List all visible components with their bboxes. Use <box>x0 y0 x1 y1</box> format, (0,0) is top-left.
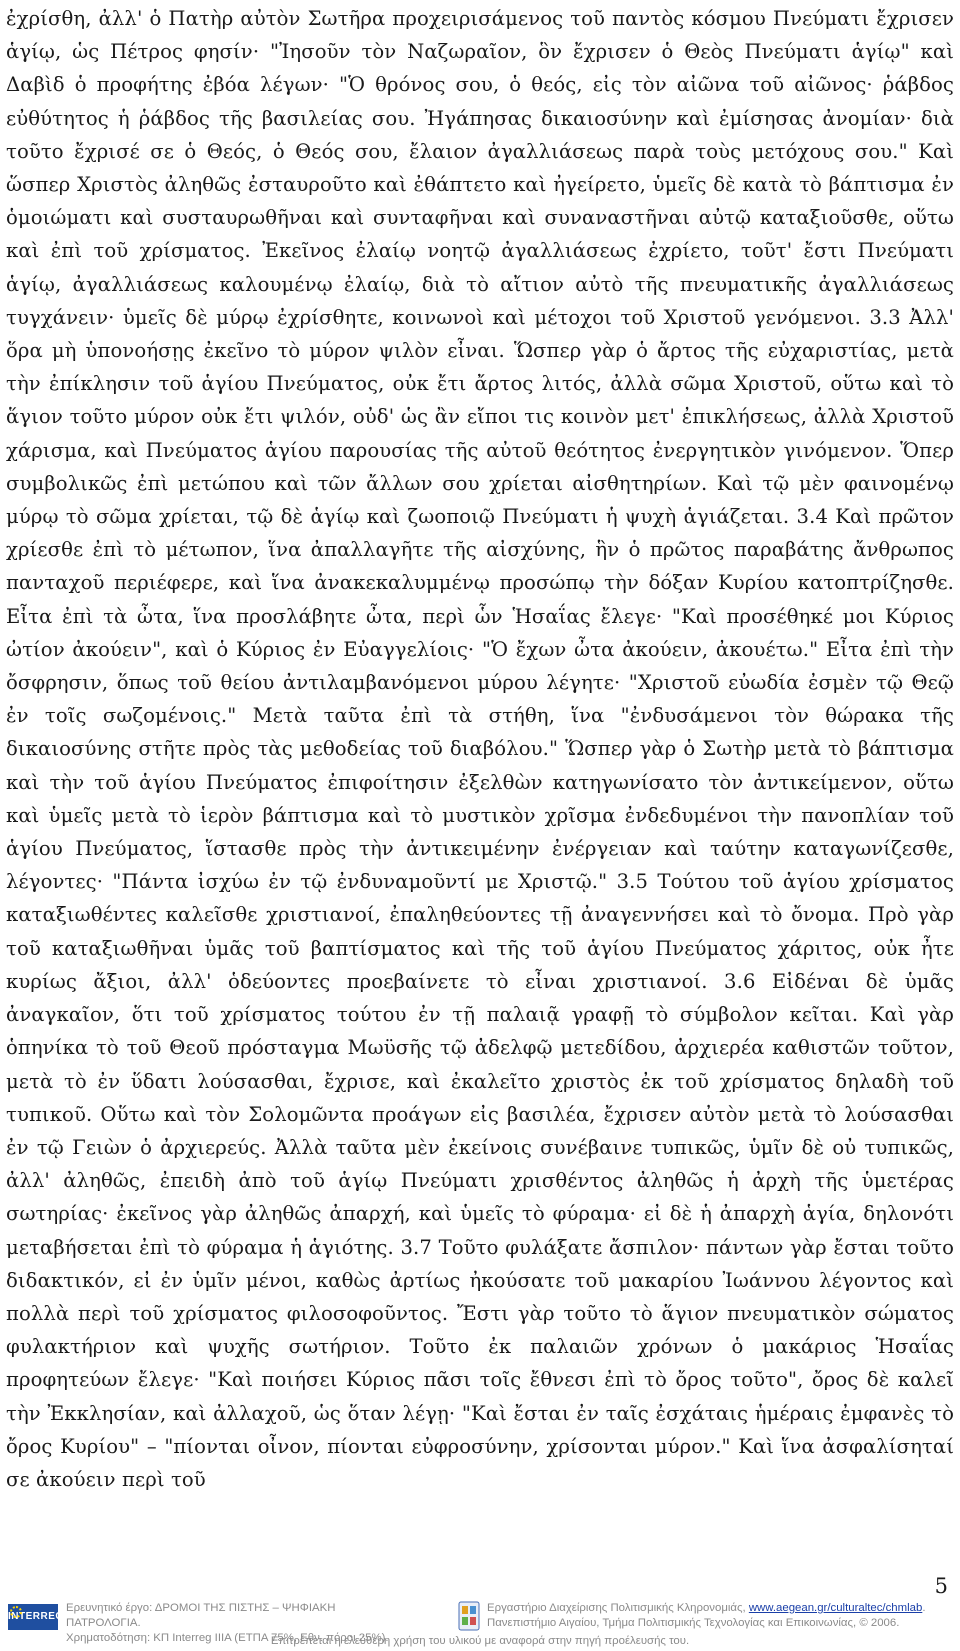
funding-line: Χρηματοδότηση: ΚΠ Interreg IIIA (ΕΤΠΑ 75%, Εθν. πόροι 25%). <box>66 1632 389 1644</box>
rights-line: Επιτρέπεται η ελεύθερη χρήση του υλικού με αναφορά στην πηγή προέλευσής του. <box>270 1635 690 1647</box>
page-number: 5 <box>934 1574 948 1598</box>
university-crest-icon <box>458 1601 480 1631</box>
university-line: Πανεπιστήμιο Αιγαίου, Τμήμα Πολιτισμικής Τεχνολογίας και Επικοινωνίας, © 2006. <box>487 1617 900 1629</box>
interreg-logo-text: INTERREG <box>8 1611 64 1622</box>
body-text: ἐχρίσθη, ἀλλ' ὁ Πατὴρ αὐτὸν Σωτῆρα προχειρισάμενος τοῦ παντὸς κόσμου Πνεύματι ἔχρισεν ἁγίῳ, ὡς Πέτρος φησίν· "Ἰησοῦν τὸν Ναζωραῖον, ὃν ἔχρισεν ὁ Θεὸς Πνεύματι ἁγίῳ" καὶ Δαβὶδ ὁ προφήτης ἐβόα λέγων· "Ὁ θρόνος σου, ὁ θεός, εἰς τὸν αἰῶνα τοῦ αἰῶνος· ῥάβδος εὐθύτητος ἡ ῥάβδος τῆς βασιλείας σου. Ἠγάπησας δικαιοσύνην καὶ ἐμίσησας ἀνομίαν· διὰ τοῦτο ἔχρισέ σε ὁ Θεός, ὁ Θεός σου, ἔλαιον ἀγαλλιάσεως παρὰ τοὺς μετόχους σου." Καὶ ὥσπερ Χριστὸς ἀληθῶς ἐσταυροῦτο καὶ ἐθάπτετο καὶ ἠγείρετο, ὑμεῖς δὲ κατὰ τὸ βάπτισμα ἐν ὁμοιώματι καὶ συσταυρωθῆναι καὶ συνταφῆναι καὶ συναναστῆναι αὐτῷ καταξιοῦσθε, οὕτω καὶ ἐπὶ τοῦ χρίσματος. Ἐκεῖνος ἐλαίῳ νοητῷ ἀγαλλιάσεως ἐχρίετο, τοῦτ' ἔστι Πνεύματι ἁγίῳ, ἀγαλλιάσεως καλουμένῳ ἐλαίῳ, διὰ τὸ αἴτιον αὐτὸ τῆς πνευματικῆς ἀγαλλιάσεως τυγχάνειν· ὑμεῖς δὲ μύρῳ ἐχρίσθητε, κοινωνοὶ καὶ μέτοχοι τοῦ Χριστοῦ γενόμενοι. 3.3 Ἀλλ' ὅρα μὴ ὑπονοήσῃς ἐκεῖνο τὸ μύρον ψιλὸν εἶναι. Ὥσπερ γὰρ ὁ ἄρτος τῆς εὐχαριστίας, μετὰ τὴν ἐπίκλησιν τοῦ ἁγίου Πνεύματος, οὐκ ἔτι ἄρτος λιτός, ἀλλὰ σῶμα Χριστοῦ, οὕτω καὶ τὸ ἅγιον τοῦτο μύρον οὐκ ἔτι ψιλόν, οὐδ' ὡς ἂν εἴποι τις κοινὸν μετ' ἐπικλήσεως, ἀλλὰ Χριστοῦ χάρισμα, καὶ Πνεύματος ἁγίου παρουσίας τῆς αὐτοῦ θεότητος ἐνεργητικὸν γινόμενον. Ὅπερ συμβολικῶς ἐπὶ μετώπου καὶ τῶν ἄλλων σου χρίεται αἰσθητηρίων. Καὶ τῷ μὲν φαινομένῳ μύρῳ τὸ σῶμα χρίεται, τῷ δὲ ἁγίῳ καὶ ζωοποιῷ Πνεύματι ἡ ψυχὴ ἁγιάζεται. 3.4 Καὶ πρῶτον χρίεσθε ἐπὶ τὸ μέτωπον, ἵνα ἀπαλλαγῆτε τῆς αἰσχύνης, ἣν ὁ πρῶτος παραβάτης ἄνθρωπος πανταχοῦ περιέφερε, καὶ ἵνα ἀνακεκαλυμμένῳ προσώπῳ τὴν δόξαν Κυρίου κατοπτρίζησθε. Εἶτα ἐπὶ τὰ ὦτα, ἵνα προσλάβητε ὦτα, περὶ ὧν Ἡσαΐας ἔλεγε· "Καὶ προσέθηκέ μοι Κύριος ὠτίον ἀκούειν", καὶ ὁ Κύριος ἐν Εὐαγγελίοις· "Ὁ ἔχων ὦτα ἀκούειν, ἀκουέτω." Εἶτα ἐπὶ τὴν ὄσφρησιν, ὅπως τοῦ θείου ἀντιλαμβανόμενοι μύρου λέγητε· "Χριστοῦ εὐωδία ἐσμὲν τῷ Θεῷ ἐν τοῖς σωζομένοις." Μετὰ ταῦτα ἐπὶ τὰ στήθη, ἵνα "ἐνδυσάμενοι τὸν θώρακα τῆς δικαιοσύνης στῆτε πρὸς τὰς μεθοδείας τοῦ διαβόλου." Ὥσπερ γὰρ ὁ Σωτὴρ μετὰ τὸ βάπτισμα καὶ τὴν τοῦ ἁγίου Πνεύματος ἐπιφοίτησιν ἐξελθὼν κατηγωνίσατο τὸν ἀντικείμενον, οὕτω καὶ ὑμεῖς μετὰ τὸ ἱερὸν βάπτισμα καὶ τὸ μυστικὸν χρῖσμα ἐνδεδυμένοι τὴν πανοπλίαν τοῦ ἁγίου Πνεύματος, ἵστασθε πρὸς τὴν ἀντικειμένην ἐνέργειαν καὶ ταύτην καταγωνίζεσθε, λέγοντες· "Πάντα ἰσχύω ἐν τῷ ἐνδυναμοῦντί με Χριστῷ." 3.5 Τούτου τοῦ ἁγίου χρίσματος καταξιωθέντες καλεῖσθε χριστιανοί, ἐπαληθεύοντες τῇ ἀναγεννήσει καὶ τὸ ὄνομα. Πρὸ γὰρ τοῦ καταξιωθῆναι ὑμᾶς τοῦ βαπτίσματος καὶ τῆς τοῦ ἁγίου Πνεύματος χάριτος, οὐκ ἦτε κυρίως ἄξιοι, ἀλλ' ὁδεύοντες προεβαίνετε τὸ εἶναι χριστιανοί. 3.6 Εἰδέναι δὲ ὑμᾶς ἀναγκαῖον, ὅτι τοῦ χρίσματος τούτου ἐν τῇ παλαιᾷ γραφῇ τὸ σύμβολον κεῖται. Καὶ γὰρ ὁπηνίκα τὸ τοῦ Θεοῦ πρόσταγμα Μωϋσῆς τῷ ἀδελφῷ μετεδίδου, ἀρχιερέα καθιστῶν τοῦτον, μετὰ τὸ ἐν ὕδατι λούσασθαι, ἔχρισε, καὶ ἐκαλεῖτο χριστὸς ἐκ τοῦ χρίσματος δηλαδὴ τοῦ τυπικοῦ. Οὕτω καὶ τὸν Σολομῶντα προάγων εἰς βασιλέα, ἔχρισεν αὐτὸν μετὰ τὸ λούσασθαι ἐν τῷ Γειὼν ὁ ἀρχιερεύς. Ἀλλὰ ταῦτα μὲν ἐκείνοις συνέβαινε τυπικῶς, ὑμῖν δὲ οὐ τυπικῶς, ἀλλ' ἀληθῶς, ἐπειδὴ ἀπὸ τοῦ ἁγίῳ Πνεύματι χρισθέντος ἀληθῶς ἡ ἀρχὴ τῆς ὑμετέρας σωτηρίας· ἐκεῖνος γὰρ ἀληθῶς ἀπαρχή, καὶ ὑμεῖς τὸ φύραμα· εἰ δὲ ἡ ἀπαρχὴ ἁγία, δηλονότι μεταβήσεται ἐπὶ τὸ φύραμα ἡ ἁγιότης. 3.7 Τοῦτο φυλάξατε ἄσπιλον· πάντων γὰρ ἔσται τοῦτο διδακτικόν, εἰ ἐν ὑμῖν μένοι, καθὼς ἀρτίως ἠκούσατε τοῦ μακαρίου Ἰωάννου λέγοντος καὶ πολλὰ περὶ τοῦ χρίσματος φιλοσοφοῦντος. Ἔστι γὰρ τοῦτο τὸ ἅγιον πνευματικὸν σώματος φυλακτήριον καὶ ψυχῆς σωτήριον. Τοῦτο ἐκ παλαιῶν χρόνων ὁ μακάριος Ἡσαΐας προφητεύων ἔλεγε· "Καὶ ποιήσει Κύριος πᾶσι τοῖς ἔθνεσι ἐπὶ τὸ ὄρος τοῦτο", ὄρος δὲ καλεῖ τὴν Ἐκκλησίαν, καὶ ἀλλαχοῦ, ὡς ὅταν λέγῃ· "Καὶ ἔσται ἐν ταῖς ἐσχάταις ἡμέραις ἐμφανὲς τὸ ὄρος Κυρίου" – "πίονται οἶνον, πίονται εὐφροσύνην, χρίσονται μύρον." Καὶ ἵνα ἀσφαλίσηταί σε ἀκούειν περὶ τοῦ <box>6 7 954 1491</box>
lab-line-end: . <box>922 1602 926 1614</box>
footer-lab-info <box>487 1601 957 1631</box>
lab-link[interactable]: www.aegean.gr/culturaltec/chmlab <box>748 1602 923 1614</box>
interreg-logo <box>8 1604 64 1630</box>
eu-stars-icon <box>10 1606 22 1618</box>
lab-line <box>487 1601 957 1616</box>
footer <box>0 1598 960 1651</box>
lab-name: Εργαστήριο Διαχείρισης Πολιτισμικής Κληρονομιάς, <box>487 1602 749 1614</box>
project-line: Ερευνητικό έργο: ΔΡΟΜΟΙ ΤΗΣ ΠΙΣΤΗΣ – ΨΗΦΙΑΚΗ ΠΑΤΡΟΛΟΓΙΑ. <box>66 1602 336 1629</box>
